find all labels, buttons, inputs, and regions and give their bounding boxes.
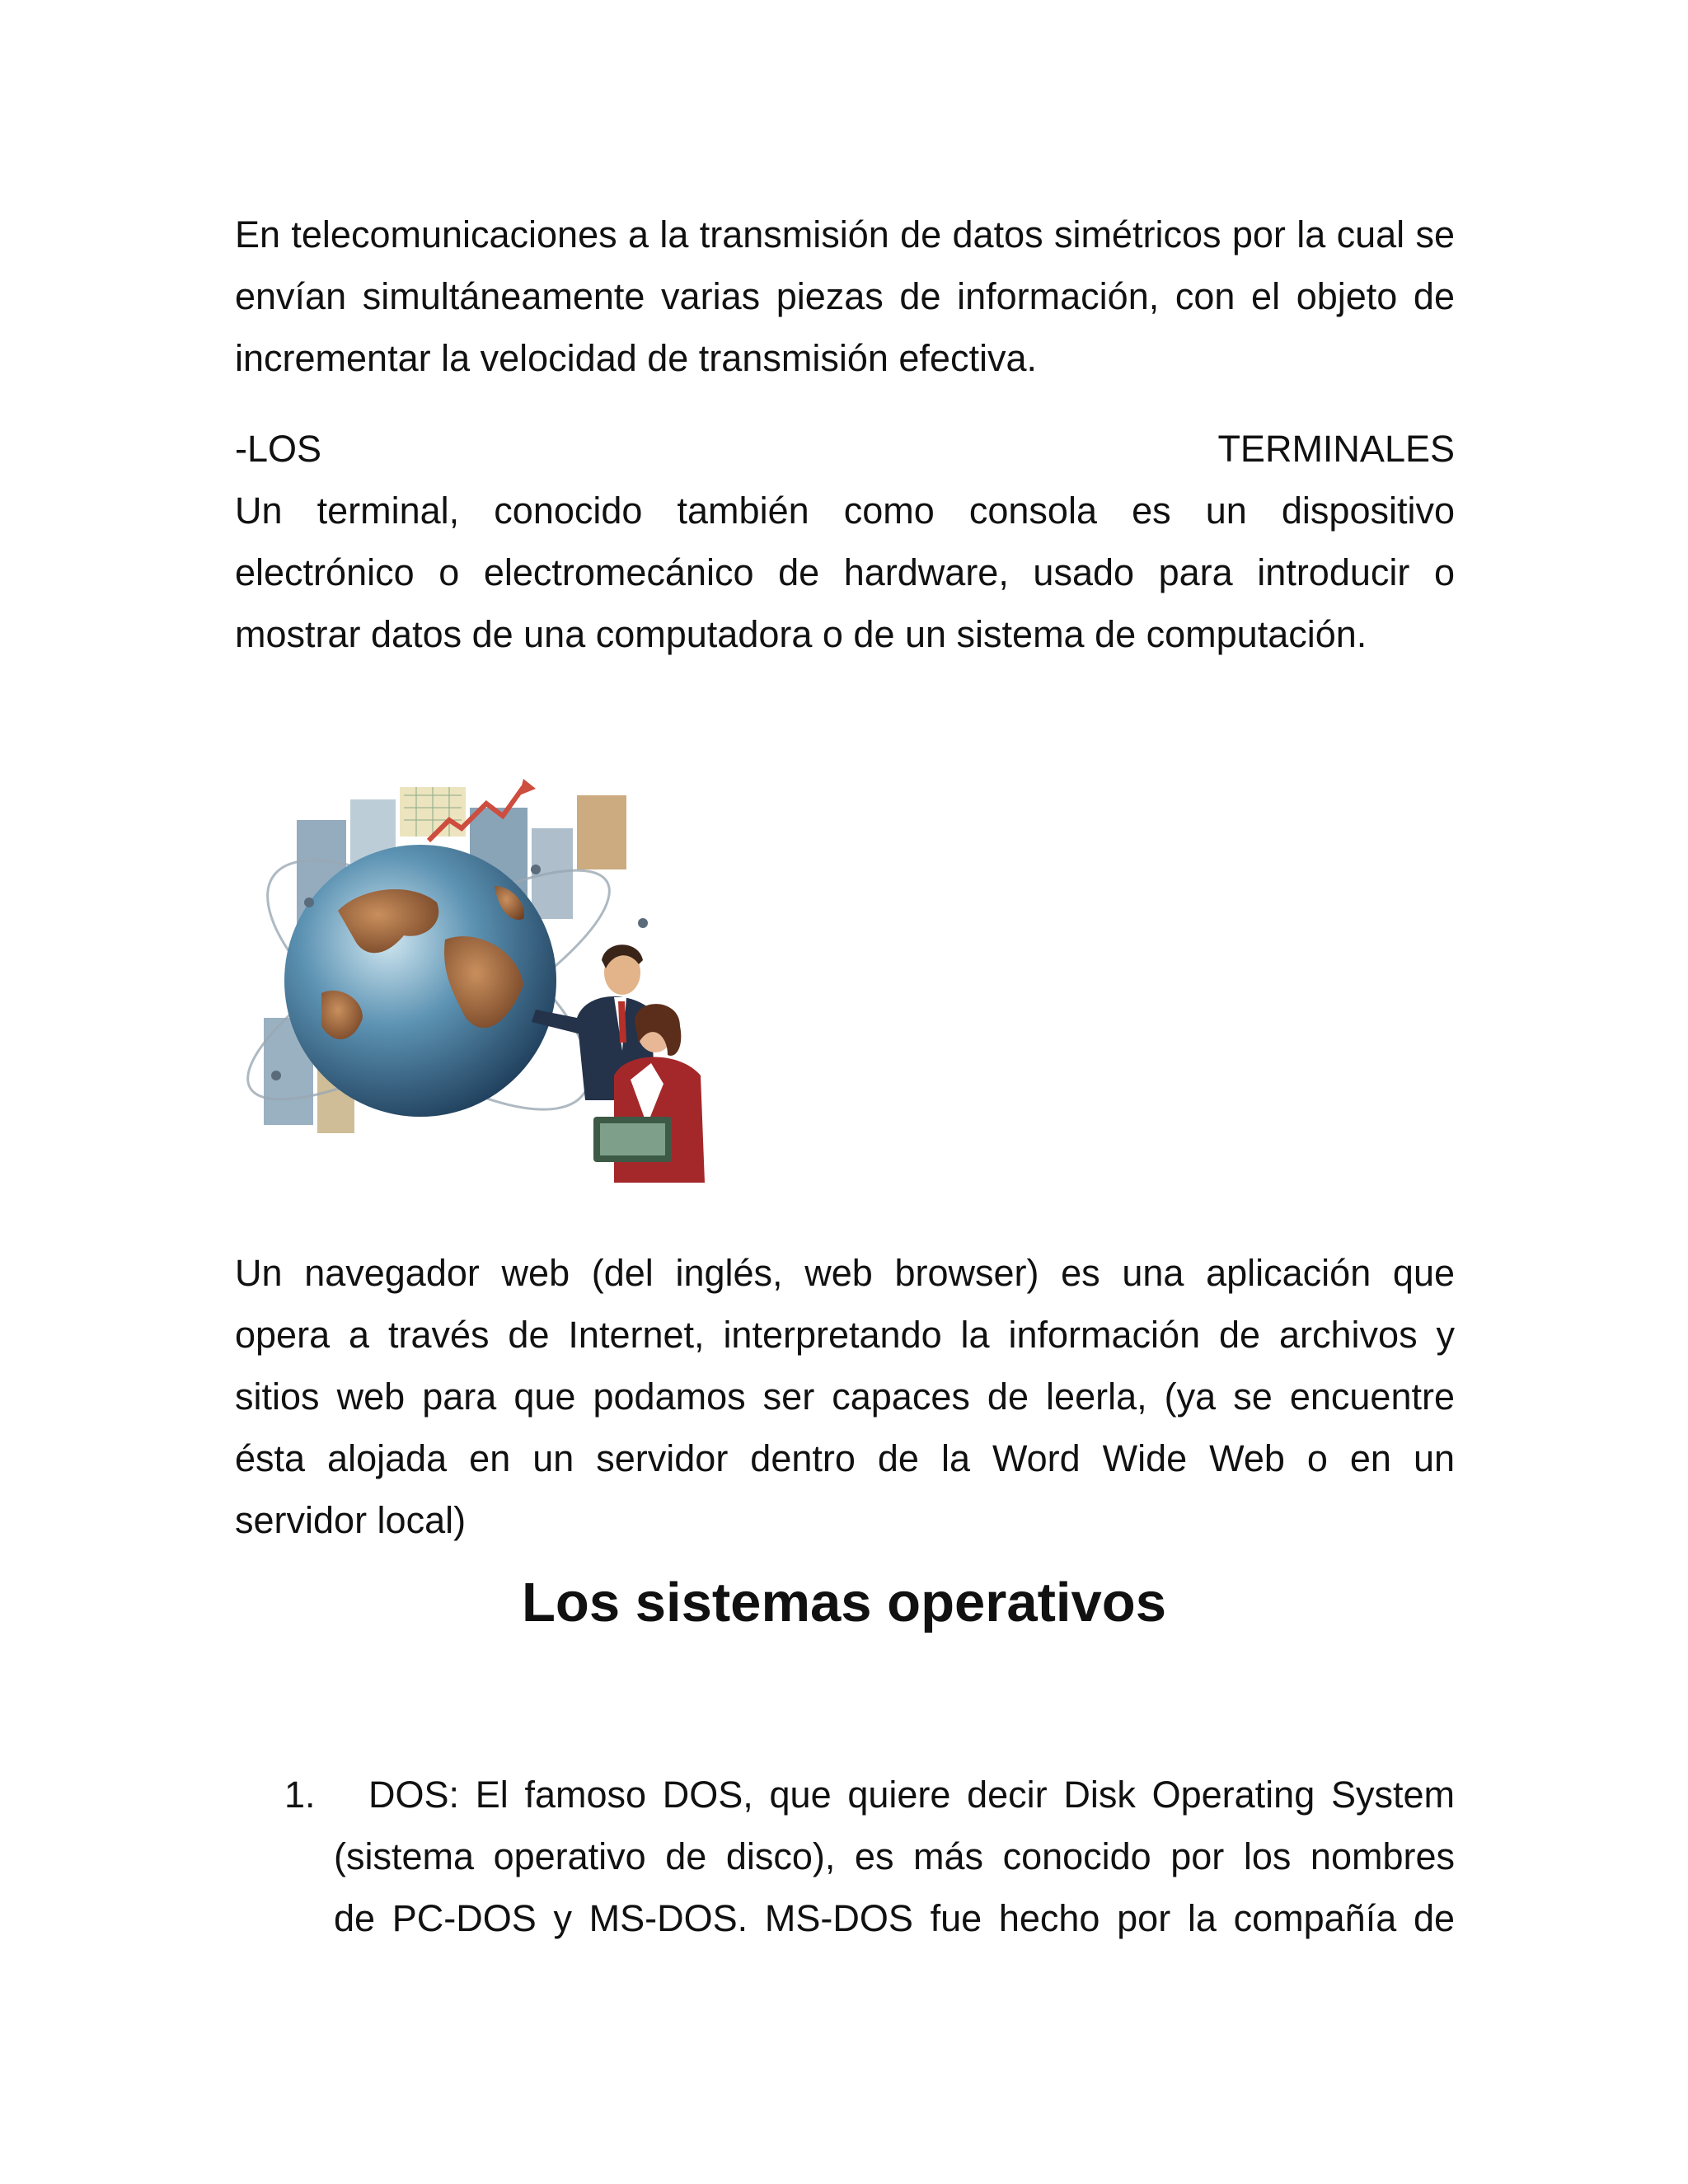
terminals-line-1: Un terminal, conocido también como consola es un dispositivo	[235, 490, 1455, 532]
browser-line-2: opera a través de Internet, interpretando la información de archivos y	[235, 1314, 1455, 1356]
browser-paragraph	[235, 1242, 1455, 1551]
list-number: 1.	[284, 1774, 316, 1816]
terminals-heading-right: TERMINALES	[1217, 428, 1455, 470]
business-people	[532, 944, 705, 1183]
browser-line-5: servidor local)	[235, 1499, 467, 1541]
browser-line-4: ésta alojada en un servidor dentro de la Word Wide Web o en un	[235, 1437, 1455, 1479]
list-item	[334, 1764, 1455, 1949]
browser-line-1: Un navegador web (del inglés, web browser) es una aplicación que	[235, 1252, 1455, 1294]
terminals-heading	[235, 418, 1455, 480]
terminals-line-3: mostrar datos de una computadora o de un sistema de computación.	[235, 613, 1367, 655]
terminals-line-2: electrónico o electromecánico de hardware, usado para introducir o	[235, 551, 1455, 593]
terminals-heading-left: -LOS	[235, 428, 322, 470]
intro-paragraph: En telecomunicaciones a la transmisión de datos simétricos por la cual se envían simultáneamente varias piezas de información, con el objeto de incrementar la velocidad de transmisión efectiva.	[235, 213, 1455, 379]
section-title: Los sistemas operativos	[522, 1572, 1166, 1633]
globe-business-illustration	[239, 771, 742, 1207]
list-line-2: (sistema operativo de disco), es más conocido por los nombres	[334, 1835, 1455, 1877]
list-line-3: de PC-DOS y MS-DOS. MS-DOS fue hecho por la compañía de	[334, 1897, 1455, 1939]
list-line-1: DOS: El famoso DOS, que quiere decir Disk Operating System	[368, 1774, 1455, 1816]
browser-line-3: sitios web para que podamos ser capaces de leerla, (ya se encuentre	[235, 1376, 1455, 1418]
terminals-section	[235, 418, 1455, 665]
